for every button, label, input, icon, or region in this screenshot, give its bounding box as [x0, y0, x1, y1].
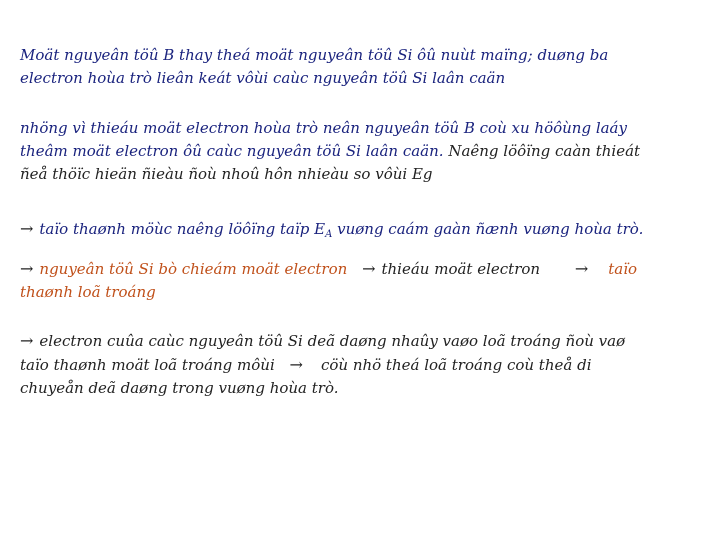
p4-part1: nguyeân töû Si bò chieám moät electron: [39, 260, 348, 278]
p3-text: taïo thaønh möùc naêng löôïng taïp E: [39, 220, 326, 238]
paragraph-boron-substitution: [20, 44, 700, 90]
right-arrow-icon: →: [20, 219, 34, 238]
p3-text2: vuøng caám gaàn ñænh vuøng hoùa trò.: [332, 220, 644, 238]
p5-line2a: taïo thaønh moät loã troáng môùi: [20, 356, 275, 374]
paragraph-hole-formation: [20, 257, 700, 304]
right-arrow-icon: →: [574, 259, 589, 278]
p1-line1: Moät nguyeân töû B thay theá moät nguyeân töû Si ôû nuùt maïng; duøng ba: [20, 46, 609, 64]
p4-part2: thieáu moät electron: [381, 260, 541, 278]
right-arrow-icon: →: [362, 259, 376, 278]
p4-line2: thaønh loã troáng: [20, 283, 156, 301]
right-arrow-icon: →: [20, 259, 34, 278]
p3-subscript: A: [325, 229, 333, 240]
p2-line1: nhöng vì thieáu moät electron hoùa trò neân nguyeân töû B coù xu höôùng laáy: [20, 119, 627, 137]
p1-line2: electron hoùa trò lieân keát vôùi caùc nguyeân töû Si laân caän: [20, 69, 506, 87]
right-arrow-icon: →: [20, 331, 34, 350]
paragraph-hole-movement: [20, 329, 700, 400]
p2-line3: ñeå thöïc hieän ñieàu ñoù nhoû hôn nhieàu so vôùi Eg: [20, 165, 433, 183]
p5-line2b: cöù nhö theá loã troáng coù theå di: [320, 356, 592, 374]
p2-line2b: Naêng löôïng caàn thieát: [448, 142, 641, 160]
p5-line1: electron cuûa caùc nguyeân töû Si deã daøng nhaûy vaøo loã troáng ñoù vaø: [39, 332, 626, 350]
p5-line3: chuyeån deã daøng trong vuøng hoùa trò.: [20, 379, 339, 397]
paragraph-acceptor-level: [20, 217, 700, 246]
p2-line2: theâm moät electron ôû caùc nguyeân töû Si laân caän.: [20, 142, 444, 160]
right-arrow-icon: →: [289, 355, 303, 374]
p4-part3: taïo: [608, 260, 638, 278]
paragraph-missing-electron: [20, 117, 700, 186]
